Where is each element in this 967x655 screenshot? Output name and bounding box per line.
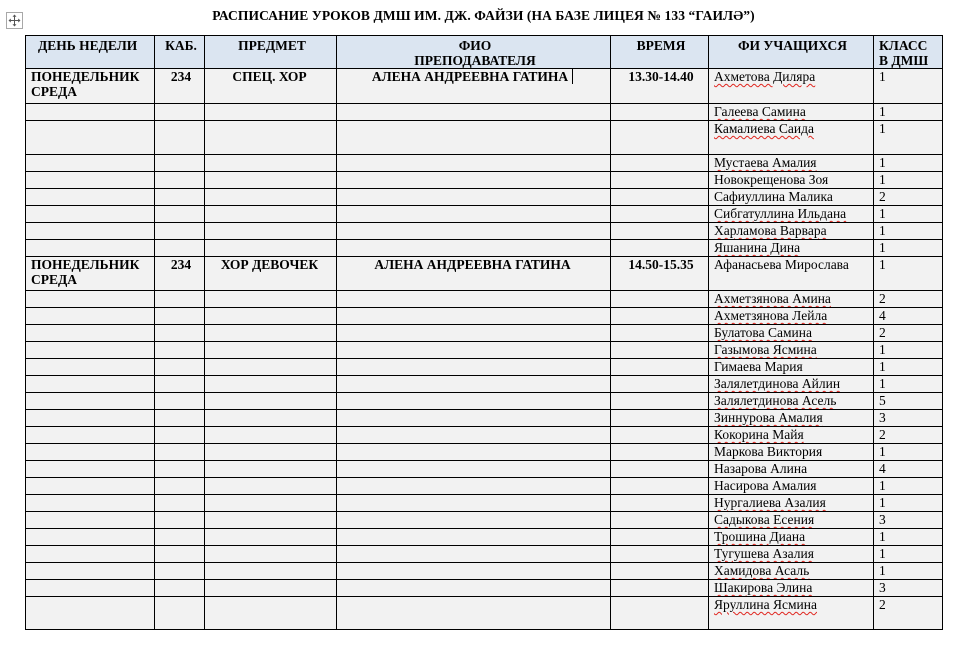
student-name-cell[interactable] (709, 189, 874, 206)
student-name: Кокорина Майя (714, 427, 804, 442)
header-grade-line1: КЛАСС (879, 38, 928, 53)
student-name-cell[interactable] (709, 104, 874, 121)
day-cell (26, 427, 155, 444)
day-cell (26, 529, 155, 546)
student-name: Афанасьева Мирослава (714, 257, 849, 272)
student-name-cell[interactable] (709, 308, 874, 325)
day-cell (26, 206, 155, 223)
student-name: Садыкова Есения (714, 512, 815, 527)
teacher-name: АЛЕНА АНДРЕЕВНА ГАТИНА (374, 257, 571, 272)
teacher-cell (337, 563, 611, 580)
day-cell (26, 512, 155, 529)
subject-cell (205, 308, 337, 325)
subject-cell (205, 529, 337, 546)
time-cell (611, 121, 709, 155)
student-name: Газымова Ясмина (714, 342, 817, 357)
room-cell (155, 104, 205, 121)
teacher-cell (337, 410, 611, 427)
table-row (26, 393, 943, 410)
time-cell (611, 308, 709, 325)
student-name-cell[interactable] (709, 342, 874, 359)
subject-cell (205, 240, 337, 257)
room-cell (155, 121, 205, 155)
student-name-cell[interactable] (709, 427, 874, 444)
student-name-cell[interactable] (709, 495, 874, 512)
teacher-cell (337, 121, 611, 155)
room-cell (155, 580, 205, 597)
student-name: Тугушева Азалия (714, 546, 814, 561)
room-cell (155, 512, 205, 529)
table-row (26, 121, 943, 155)
student-name-cell[interactable] (709, 359, 874, 376)
table-row (26, 376, 943, 393)
teacher-cell (337, 69, 611, 104)
time-cell (611, 410, 709, 427)
grade-cell: 1 (874, 563, 943, 580)
table-row (26, 427, 943, 444)
schedule-body (26, 69, 943, 630)
time-cell (611, 240, 709, 257)
time-cell (611, 597, 709, 630)
room-cell (155, 291, 205, 308)
grade-cell: 1 (874, 359, 943, 376)
time-cell (611, 546, 709, 563)
student-name: Зиннурова Амалия (714, 410, 823, 425)
day-cell (26, 359, 155, 376)
header-teacher-line2: ПРЕПОДАВАТЕЛЯ (414, 53, 536, 68)
table-row (26, 580, 943, 597)
time-cell (611, 495, 709, 512)
grade-cell: 1 (874, 172, 943, 189)
day-cell (26, 563, 155, 580)
student-name: Яруллина Ясмина (714, 597, 818, 612)
grade-cell: 1 (874, 529, 943, 546)
student-name-cell[interactable] (709, 121, 874, 155)
teacher-cell (337, 529, 611, 546)
time-cell (611, 325, 709, 342)
time-cell (611, 461, 709, 478)
student-name: Камалиева Саида (714, 121, 814, 136)
student-name-cell[interactable] (709, 461, 874, 478)
subject-cell (205, 121, 337, 155)
student-name: Галеева Самина (714, 104, 806, 119)
document-title: РАСПИСАНИЕ УРОКОВ ДМШ ИМ. ДЖ. ФАЙЗИ (НА БАЗЕ ЛИЦЕЯ № 133 “ГАИЛӘ”) (212, 8, 755, 23)
room-cell (155, 342, 205, 359)
subject-cell (205, 291, 337, 308)
subject-cell (205, 223, 337, 240)
teacher-cell (337, 444, 611, 461)
subject-cell: СПЕЦ. ХОР (205, 69, 337, 104)
room-cell: 234 (155, 257, 205, 291)
subject-cell (205, 359, 337, 376)
table-row (26, 461, 943, 478)
grade-cell: 1 (874, 206, 943, 223)
day-cell (26, 291, 155, 308)
time-cell (611, 393, 709, 410)
header-grade (874, 36, 943, 69)
schedule-table (25, 35, 943, 630)
subject-cell (205, 495, 337, 512)
room-cell (155, 563, 205, 580)
header-teacher-line1: ФИО (458, 38, 492, 53)
subject-cell (205, 342, 337, 359)
day-cell (26, 69, 155, 104)
day-cell (26, 410, 155, 427)
day-cell (26, 342, 155, 359)
teacher-cell (337, 512, 611, 529)
student-name: Сибгатуллина Ильдана (714, 206, 847, 221)
header-row (26, 36, 943, 69)
table-row (26, 155, 943, 172)
time-cell (611, 104, 709, 121)
student-name-cell[interactable] (709, 257, 874, 291)
teacher-cell (337, 495, 611, 512)
teacher-cell (337, 376, 611, 393)
day-cell (26, 172, 155, 189)
table-row (26, 69, 943, 104)
student-name-cell[interactable] (709, 206, 874, 223)
table-row (26, 546, 943, 563)
subject-cell (205, 546, 337, 563)
room-cell (155, 359, 205, 376)
day-cell (26, 393, 155, 410)
student-name-cell[interactable] (709, 512, 874, 529)
student-name: Мустаева Амалия (714, 155, 817, 170)
teacher-cell (337, 172, 611, 189)
room-cell: 234 (155, 69, 205, 104)
teacher-cell (337, 393, 611, 410)
teacher-cell (337, 104, 611, 121)
student-name-cell[interactable] (709, 529, 874, 546)
header-day: ДЕНЬ НЕДЕЛИ (26, 36, 155, 69)
student-name-cell[interactable] (709, 478, 874, 495)
table-row (26, 291, 943, 308)
grade-cell: 2 (874, 291, 943, 308)
grade-cell: 5 (874, 393, 943, 410)
room-cell (155, 308, 205, 325)
teacher-cell (337, 189, 611, 206)
student-name: Харламова Варвара (714, 223, 827, 238)
student-name-cell[interactable] (709, 172, 874, 189)
time-cell (611, 206, 709, 223)
room-cell (155, 393, 205, 410)
student-name-cell[interactable] (709, 155, 874, 172)
time-cell (611, 563, 709, 580)
table-row (26, 308, 943, 325)
room-cell (155, 461, 205, 478)
room-cell (155, 597, 205, 630)
student-name-cell[interactable] (709, 563, 874, 580)
grade-cell: 2 (874, 597, 943, 630)
teacher-cell (337, 325, 611, 342)
table-row (26, 325, 943, 342)
header-subject: ПРЕДМЕТ (205, 36, 337, 69)
grade-cell: 1 (874, 444, 943, 461)
student-name: Залялетдинова Айлин (714, 376, 841, 391)
table-row (26, 240, 943, 257)
grade-cell: 1 (874, 240, 943, 257)
subject-cell (205, 325, 337, 342)
table-row (26, 478, 943, 495)
day-cell (26, 325, 155, 342)
table-row (26, 529, 943, 546)
grade-cell: 1 (874, 478, 943, 495)
subject-cell (205, 512, 337, 529)
table-row (26, 563, 943, 580)
student-name: Ахметова Диляра (714, 69, 816, 84)
day-cell (26, 580, 155, 597)
teacher-cell (337, 478, 611, 495)
grade-cell: 1 (874, 121, 943, 155)
time-cell (611, 342, 709, 359)
grade-cell: 1 (874, 69, 943, 104)
time-cell (611, 223, 709, 240)
day-line1: ПОНЕДЕЛЬНИК (31, 257, 140, 272)
student-name: Булатова Самина (714, 325, 812, 340)
subject-cell (205, 155, 337, 172)
day-cell (26, 189, 155, 206)
table-row (26, 257, 943, 291)
time-cell (611, 580, 709, 597)
student-name: Ахметзянова Лейла (714, 308, 828, 323)
student-name: Нургалиева Азалия (714, 495, 826, 510)
grade-cell: 2 (874, 189, 943, 206)
subject-cell (205, 597, 337, 630)
table-row (26, 410, 943, 427)
day-cell (26, 308, 155, 325)
grade-cell: 1 (874, 376, 943, 393)
subject-cell (205, 563, 337, 580)
day-line2: СРЕДА (31, 272, 78, 287)
grade-cell: 1 (874, 257, 943, 291)
room-cell (155, 325, 205, 342)
subject-cell (205, 410, 337, 427)
student-name-cell[interactable] (709, 410, 874, 427)
room-cell (155, 478, 205, 495)
teacher-cell (337, 155, 611, 172)
student-name: Шакирова Элина (714, 580, 813, 595)
teacher-cell (337, 342, 611, 359)
grade-cell: 1 (874, 155, 943, 172)
time-cell (611, 291, 709, 308)
student-name: Гимаева Мария (714, 359, 803, 374)
student-name: Хамидова Асаль (714, 563, 810, 578)
day-cell (26, 478, 155, 495)
day-line1: ПОНЕДЕЛЬНИК (31, 69, 140, 84)
table-row (26, 597, 943, 630)
grade-cell: 2 (874, 325, 943, 342)
time-cell (611, 427, 709, 444)
student-name: Яшанина Дина (714, 240, 801, 255)
student-name-cell[interactable] (709, 376, 874, 393)
time-cell (611, 512, 709, 529)
time-cell: 13.30-14.40 (611, 69, 709, 104)
day-cell (26, 597, 155, 630)
room-cell (155, 172, 205, 189)
teacher-cell (337, 257, 611, 291)
time-cell (611, 189, 709, 206)
room-cell (155, 206, 205, 223)
grade-cell: 1 (874, 104, 943, 121)
time-cell: 14.50-15.35 (611, 257, 709, 291)
header-room: КАБ. (155, 36, 205, 69)
teacher-cell (337, 308, 611, 325)
student-name: Трошина Диана (714, 529, 806, 544)
teacher-cell (337, 206, 611, 223)
student-name: Новокрещенова Зоя (714, 172, 829, 187)
student-name: Маркова Виктория (714, 444, 823, 459)
time-cell (611, 172, 709, 189)
grade-cell: 1 (874, 546, 943, 563)
table-row (26, 512, 943, 529)
subject-cell (205, 444, 337, 461)
time-cell (611, 359, 709, 376)
student-name: Насирова Амалия (714, 478, 817, 493)
teacher-cell (337, 223, 611, 240)
subject-cell: ХОР ДЕВОЧЕК (205, 257, 337, 291)
subject-cell (205, 104, 337, 121)
grade-cell: 2 (874, 427, 943, 444)
grade-cell: 4 (874, 461, 943, 478)
teacher-cell (337, 580, 611, 597)
teacher-name: АЛЕНА АНДРЕЕВНА ГАТИНА (371, 69, 569, 84)
header-teacher (337, 36, 611, 69)
subject-cell (205, 189, 337, 206)
subject-cell (205, 393, 337, 410)
room-cell (155, 410, 205, 427)
day-cell (26, 546, 155, 563)
subject-cell (205, 461, 337, 478)
table-row (26, 342, 943, 359)
teacher-cell (337, 291, 611, 308)
time-cell (611, 529, 709, 546)
student-name: Сафиуллина Малика (714, 189, 833, 204)
subject-cell (205, 376, 337, 393)
table-row (26, 206, 943, 223)
day-cell (26, 257, 155, 291)
student-name-cell[interactable] (709, 223, 874, 240)
subject-cell (205, 580, 337, 597)
student-name-cell[interactable] (709, 291, 874, 308)
teacher-cell (337, 461, 611, 478)
day-cell (26, 495, 155, 512)
room-cell (155, 495, 205, 512)
student-name: Залялетдинова Асель (714, 393, 837, 408)
student-name-cell[interactable] (709, 444, 874, 461)
teacher-cell (337, 359, 611, 376)
student-name-cell[interactable] (709, 597, 874, 630)
day-cell (26, 444, 155, 461)
header-time: ВРЕМЯ (611, 36, 709, 69)
day-cell (26, 104, 155, 121)
table-row (26, 104, 943, 121)
time-cell (611, 376, 709, 393)
text-cursor (572, 69, 573, 84)
grade-cell: 3 (874, 410, 943, 427)
room-cell (155, 155, 205, 172)
room-cell (155, 240, 205, 257)
student-name: Назарова Алина (714, 461, 808, 476)
subject-cell (205, 206, 337, 223)
day-cell (26, 223, 155, 240)
room-cell (155, 189, 205, 206)
time-cell (611, 444, 709, 461)
room-cell (155, 529, 205, 546)
room-cell (155, 546, 205, 563)
grade-cell: 3 (874, 512, 943, 529)
student-name-cell[interactable] (709, 69, 874, 104)
grade-cell: 1 (874, 495, 943, 512)
teacher-cell (337, 240, 611, 257)
day-cell (26, 461, 155, 478)
day-cell (26, 376, 155, 393)
header-grade-line2: В ДМШ (879, 53, 929, 68)
time-cell (611, 155, 709, 172)
table-row (26, 495, 943, 512)
room-cell (155, 427, 205, 444)
grade-cell: 4 (874, 308, 943, 325)
table-row (26, 444, 943, 461)
day-line2: СРЕДА (31, 84, 78, 99)
subject-cell (205, 427, 337, 444)
grade-cell: 1 (874, 342, 943, 359)
day-cell (26, 240, 155, 257)
table-row (26, 359, 943, 376)
table-row (26, 223, 943, 240)
room-cell (155, 223, 205, 240)
student-name-cell[interactable] (709, 580, 874, 597)
table-row (26, 189, 943, 206)
student-name-cell[interactable] (709, 393, 874, 410)
teacher-cell (337, 546, 611, 563)
student-name-cell[interactable] (709, 240, 874, 257)
header-students: ФИ УЧАЩИХСЯ (709, 36, 874, 69)
time-cell (611, 478, 709, 495)
student-name-cell[interactable] (709, 546, 874, 563)
grade-cell: 3 (874, 580, 943, 597)
day-cell (26, 121, 155, 155)
teacher-cell (337, 427, 611, 444)
student-name: Ахметзянова Амина (714, 291, 831, 306)
subject-cell (205, 478, 337, 495)
teacher-cell (337, 597, 611, 630)
grade-cell: 1 (874, 223, 943, 240)
day-cell (26, 155, 155, 172)
subject-cell (205, 172, 337, 189)
room-cell (155, 376, 205, 393)
student-name-cell[interactable] (709, 325, 874, 342)
table-row (26, 172, 943, 189)
room-cell (155, 444, 205, 461)
